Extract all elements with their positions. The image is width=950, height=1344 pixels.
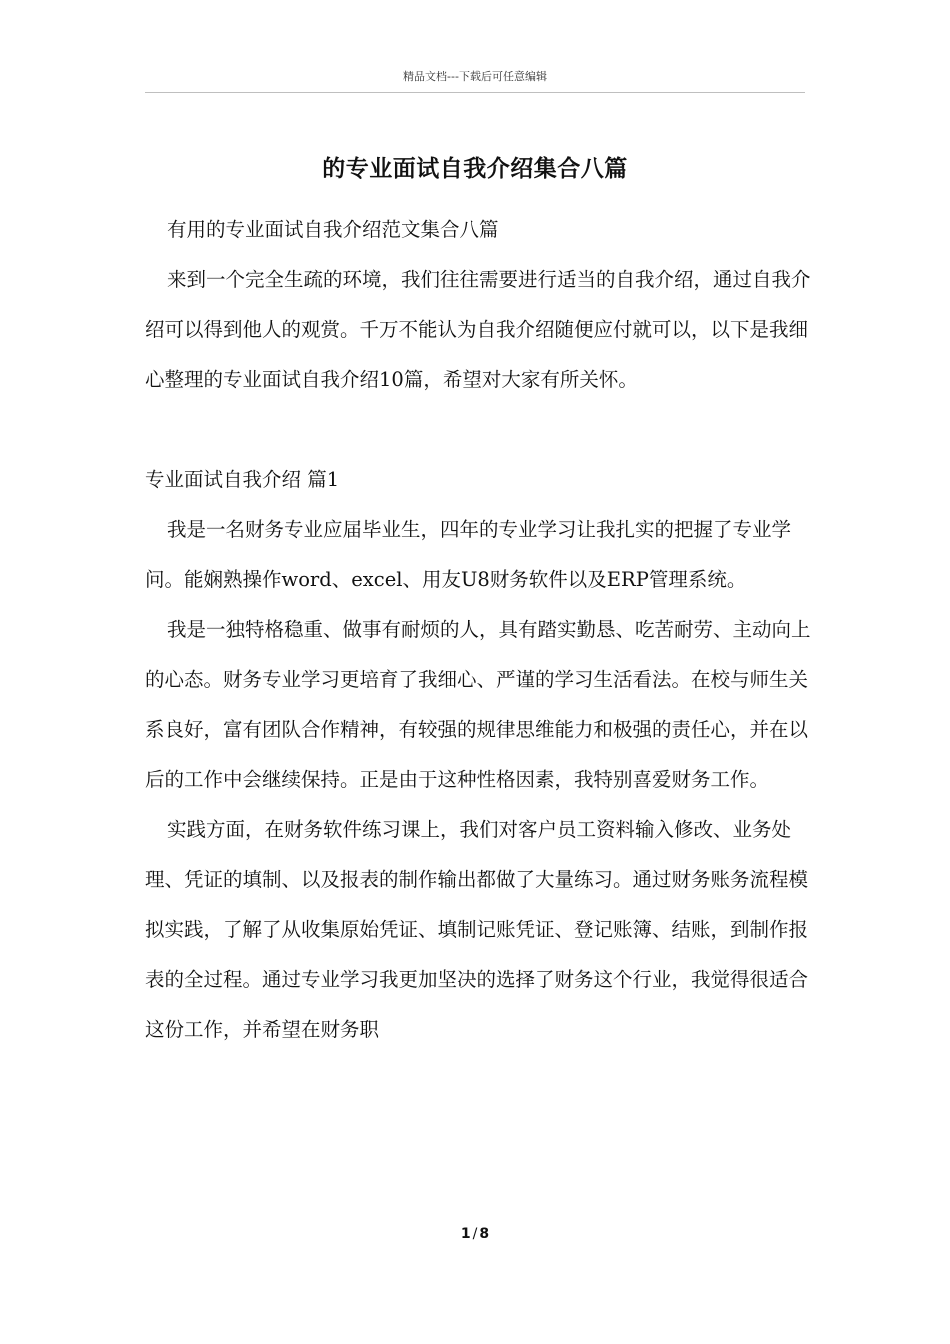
intro-paragraph: 来到一个完全生疏的环境，我们往往需要进行适当的自我介绍，通过自我介绍可以得到他人的观赏。千万不能认为自我介绍随便应付就可以，以下是我细心整理的专业面试自我介绍10篇，希望对大家有所关怀。 xyxy=(145,268,811,391)
document-body xyxy=(145,205,815,1055)
page-number xyxy=(0,1226,950,1242)
page-separator: / xyxy=(472,1226,478,1242)
section-heading: 专业面试自我介绍 篇1 xyxy=(145,468,340,491)
header-divider xyxy=(145,92,805,93)
page-header: 精品文档---下载后可任意编辑 xyxy=(403,70,547,83)
total-pages: 8 xyxy=(479,1226,490,1242)
body-paragraph-2: 我是一独特格稳重、做事有耐烦的人，具有踏实勤恳、吃苦耐劳、主动向上的心态。财务专业学习更培育了我细心、严谨的学习生活看法。在校与师生关系良好，富有团队合作精神，有较强的规律思维能力和极强的责任心，并在以后的工作中会继续保持。正是由于这种性格因素，我特别喜爱财务工作。 xyxy=(145,618,811,791)
body-paragraph-3: 实践方面，在财务软件练习课上，我们对客户员工资料输入修改、业务处理、凭证的填制、以及报表的制作输出都做了大量练习。通过财务账务流程模拟实践，了解了从收集原始凭证、填制记账凭证、登记账簿、结账，到制作报表的全过程。通过专业学习我更加坚决的选择了财务这个行业，我觉得很适合这份工作，并希望在财务职 xyxy=(145,818,809,1041)
paragraph-gap xyxy=(145,405,815,455)
body-paragraph-1: 我是一名财务专业应届毕业生，四年的专业学习让我扎实的把握了专业学问。能娴熟操作word、excel、用友U8财务软件以及ERP管理系统。 xyxy=(145,518,792,591)
current-page: 1 xyxy=(460,1226,471,1242)
subtitle-line: 有用的专业面试自我介绍范文集合八篇 xyxy=(167,218,499,241)
document-title: 的专业面试自我介绍集合八篇 xyxy=(322,155,628,182)
